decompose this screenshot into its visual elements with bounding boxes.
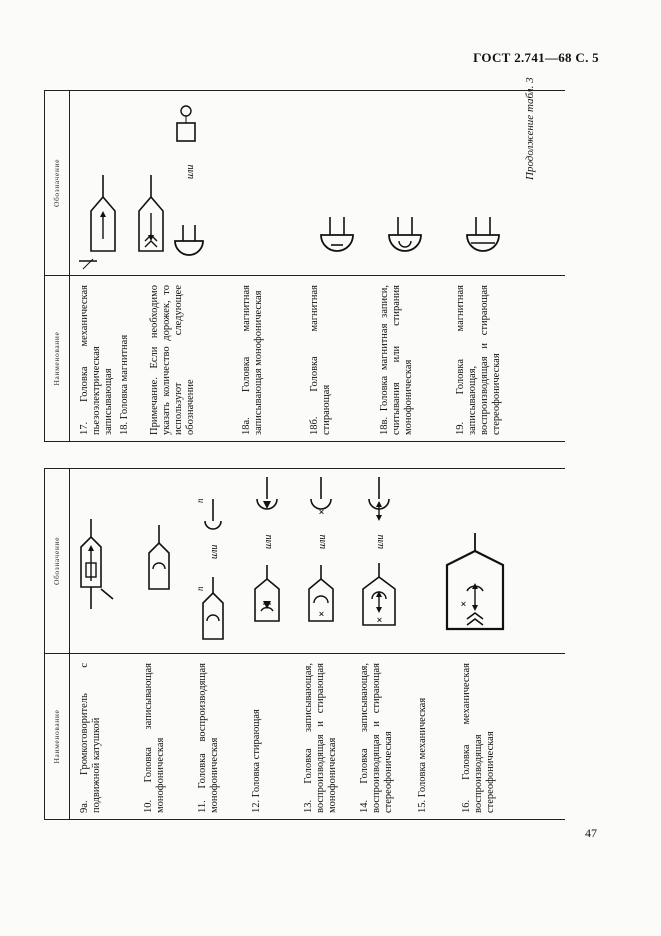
or-label: или xyxy=(375,534,386,549)
col-header-name: Наименование xyxy=(52,709,61,764)
row-name: 18в. Головка магнитная записи, считывания или стирания монофоническая xyxy=(379,285,414,435)
page-header: ГОСТ 2.741—68 С. 5 xyxy=(473,50,599,65)
magnetic-head-symbol xyxy=(165,91,260,271)
record-play-erase-stereo-symbol xyxy=(359,469,414,649)
rotated-content xyxy=(44,77,564,820)
cross-mark: × xyxy=(374,616,386,623)
magnetic-erase-symbol xyxy=(317,91,372,271)
right-table-header xyxy=(45,91,70,441)
playback-head-symbol xyxy=(197,469,242,649)
cross-mark: × xyxy=(316,610,328,617)
left-table xyxy=(44,468,565,820)
right-table xyxy=(44,90,565,442)
row-name: 15. Головка механическая xyxy=(417,697,428,813)
or-label: или xyxy=(185,164,196,179)
row-name: 19. Головка магнитная записывающая, воспроизводящая и стирающая стереофоническая xyxy=(455,285,502,435)
column-divider xyxy=(45,275,565,276)
row-name: 12. Головка стирающая xyxy=(251,709,262,813)
magnetic-stereo-symbol xyxy=(463,91,518,271)
left-table-header xyxy=(45,469,70,819)
col-header-name: Наименование xyxy=(52,331,61,386)
col-header-designation: Обозначение xyxy=(52,158,61,208)
row-name: 10. Головка записывающая монофоническая xyxy=(143,663,166,813)
mech-stereo-head-symbol xyxy=(437,469,522,649)
row-name: 18. Головка магнитная xyxy=(119,334,130,435)
row-name: 17. Головка механическая пьезоэлектрическая записывающая xyxy=(79,285,114,435)
or-label: или xyxy=(209,544,220,559)
page-number: 47 xyxy=(585,826,597,840)
table-continuation-label: Продолжение табл. 3 xyxy=(524,77,536,180)
record-head-symbol xyxy=(143,469,188,649)
row-name: 16. Головка механическая воспроизводящая стереофоническая xyxy=(461,663,496,813)
row-name: Примечание. Если необходимо указать количество дорожек, то используют следующее обозначение xyxy=(149,285,196,435)
record-play-erase-mono-symbol xyxy=(303,469,354,649)
or-label: или xyxy=(317,534,328,549)
column-divider xyxy=(45,653,565,654)
n-mark: n xyxy=(195,498,205,503)
row-name: 18а. Головка магнитная записывающая монофоническая xyxy=(241,285,264,435)
magnetic-rw-mono-symbol xyxy=(385,91,440,271)
row-name: 18б. Головка магнитная стирающая xyxy=(309,285,332,435)
cross-mark: × xyxy=(316,508,328,515)
row-name: 13. Головка записывающая, воспроизводящая и стирающая монофоническая xyxy=(303,663,338,813)
or-label: или xyxy=(263,534,274,549)
cross-mark: × xyxy=(458,600,470,607)
speaker-coil-symbol xyxy=(73,469,138,649)
row-name: 14. Головка записывающая, воспроизводящая и стирающая стереофоническая xyxy=(359,663,394,813)
n-mark: n xyxy=(195,586,205,591)
row-name: 9а. Громкоговоритель с подвижной катушкой xyxy=(79,663,102,813)
erase-head-symbol xyxy=(251,469,296,649)
row-name: 11. Головка воспроизводящая монофоническая xyxy=(197,663,220,813)
col-header-designation: Обозначение xyxy=(52,536,61,586)
